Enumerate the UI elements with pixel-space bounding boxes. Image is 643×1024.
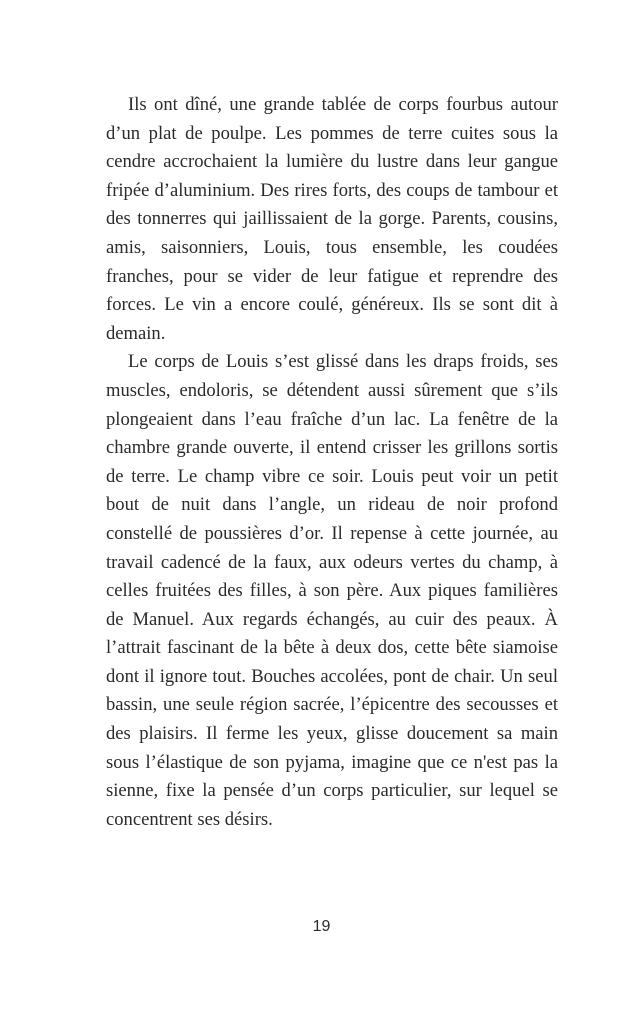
paragraph-2: Le corps de Louis s’est glissé dans les draps froids, ses muscles, endoloris, se détendent aussi sûrement que s’ils plongeaient dans l’eau fraîche d’un lac. La fenêtre de la chambre grande ouverte, il entend crisser les grillons sortis de terre. Le champ vibre ce soir. Louis peut voir un petit bout de nuit dans l’angle, un rideau de noir profond constellé de poussières d’or. Il repense à cette journée, au travail cadencé de la faux, aux odeurs vertes du champ, à celles fruitées des filles, à son père. Aux piques familières de Manuel. Aux regards échangés, au cuir des peaux. À l’attrait fascinant de la bête à deux dos, cette bête siamoise dont il ignore tout. Bouches accolées, pont de chair. Un seul bassin, une seule région sacrée, l’épicentre des secousses et des plaisirs. Il ferme les yeux, glisse doucement sa main sous l’élastique de son pyjama, imagine que ce n'est pas la sienne, fixe la pensée d’un corps particulier, sur lequel se concentrent ses désirs. [106, 351, 558, 830]
page-number: 19 [312, 918, 331, 935]
paragraph-1: Ils ont dîné, une grande tablée de corps fourbus autour d’un plat de poulpe. Les pommes de terre cuites sous la cendre accrochaient la lumière du lustre dans leur gangue fripée d’aluminium. Des rires forts, des coups de tambour et des tonnerres qui jaillissaient de la gorge. Parents, cousins, amis, saisonniers, Louis, tous ensemble, les coudées franches, pour se vider de leur fatigue et reprendre des forces. Le vin a encore coulé, généreux. Ils se sont dit à demain. [106, 94, 558, 344]
body-text [106, 91, 558, 834]
